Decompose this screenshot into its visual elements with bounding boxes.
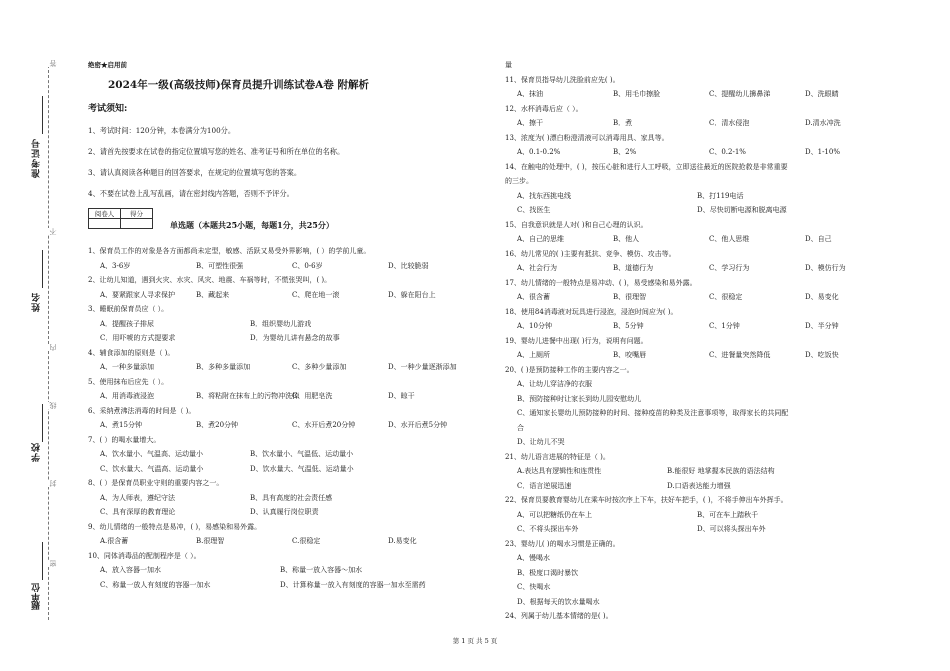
answer-option[interactable]: C、多种少量添加 [292,363,347,371]
option-row [505,290,925,305]
answer-option[interactable]: D、易变化 [805,293,839,301]
answer-option[interactable]: B、藏起来 [196,290,230,299]
answer-option[interactable]: B、可在车上踏秋千 [697,510,759,519]
answer-option[interactable]: A、放入容器一加水 [100,566,162,574]
seal-mark: 封 [49,480,57,487]
exam-number-line [42,96,43,134]
answer-option[interactable]: D、自己 [805,235,832,243]
question-text: 8、( ）是保育员职业守则的重要内容之一。 [88,479,224,487]
question-text: 21、幼儿语言进展的特征是（ )。 [505,452,610,461]
unit-label: 单位 [32,582,42,602]
option-row [505,261,925,276]
answer-option[interactable]: A、社会行为 [517,264,558,272]
answer-option[interactable]: B、打119电话 [697,191,744,200]
option-row [88,389,488,404]
seal-line [48,60,49,620]
option-row [505,464,925,479]
unit-line [42,542,43,580]
left-question-list [88,244,488,592]
answer-option[interactable]: D、模仿行为 [805,264,846,272]
option-row [88,331,488,346]
answer-option[interactable]: B、称量一放入容器～加水 [280,566,363,574]
notice-list [88,120,488,204]
answer-option[interactable]: C、水开后煮20分钟 [292,421,356,429]
question-text: 13、浓度为( )漂白粉澄清液可以消毒用具、家具等。 [505,133,669,142]
question-text: 3、睡眠前保育员应（ ）。 [88,305,169,313]
option-row [505,203,925,218]
answer-option[interactable]: B、煮20分钟 [196,421,239,429]
answer-option[interactable]: B、极度口渴时暴饮 [517,568,579,577]
score-cell[interactable] [121,219,153,229]
answer-option[interactable]: D、一种少量逐渐添加 [388,363,457,371]
answer-option[interactable]: D、让幼儿不哭 [517,438,565,446]
answer-option[interactable]: C、学习行为 [709,264,750,272]
answer-option[interactable]: A．提醒孩子排尿 [100,319,155,328]
answer-option[interactable]: D、1-10% [805,148,840,156]
question-text: 11、保育员指导幼儿洗脸前应先( )。 [505,75,620,84]
answer-option[interactable]: A、为人师表，遵纪守法 [100,493,176,502]
notice-item: 1、考试时间：120分钟，本卷满分为100分。 [88,126,236,135]
answer-option[interactable]: C、提醒幼儿擤鼻涕 [709,90,771,98]
exam-number-label: 准考证号 [32,138,42,178]
answer-option[interactable]: A、用消毒液浸泡 [100,392,155,400]
question-text: 14、在触电的处理中，( )，按压心脏和进行人工呼吸，立即送往最近的医院抢救是非常重要 [505,162,788,171]
question-text: 2、让幼儿知道，遇到火灾、水灾、风灾、地震、车祸等时，不慌张哭叫，( )。 [88,276,332,284]
answer-option[interactable]: D、根据每天的饮水量喝水 [517,597,600,606]
answer-option[interactable]: C．语言逆展迅速 [517,481,572,490]
page-footer: 第 1 页 共 5 页 [452,637,498,645]
option-row [88,563,488,578]
question-text: 12、水杯消毒后应（ ）。 [505,104,583,113]
answer-option[interactable]: D．为婴幼儿讲有悬念的故事 [250,334,340,342]
answer-option[interactable]: D、可以将头探出车外 [697,525,766,533]
seal-mark: 密 [49,560,57,567]
notice-item: 4、不要在试卷上乱写乱画，请在密封线内答题，否则不予评分。 [88,189,294,198]
question-text: 22、保育员要教育婴幼儿在乘车时按次序上下车，扶好车把手，( )，不将手伸出车外挥手。 [505,496,788,504]
answer-option[interactable]: A、上厕所 [517,351,551,359]
option-row [505,116,925,131]
answer-option[interactable]: C、通知家长婴幼儿预防接种的时间、接种疫苗的种类及注意事项等，取得家长的共同配 [517,409,789,417]
option-row [88,360,488,375]
answer-option[interactable]: A.很含蓄 [100,537,129,545]
answer-option[interactable]: D、比较脆弱 [388,261,429,270]
answer-option[interactable]: B、用毛巾擦脸 [613,90,661,98]
answer-option[interactable]: B、5分钟 [613,322,644,330]
question-text: 1、保育员工作的对象是各方面都尚未定型，敏感、活跃又易受外界影响，( ）的学前儿童。 [88,247,371,255]
answer-option[interactable]: D、计算称量一放入有刻度的容器一加水至需药 [280,580,426,589]
answer-option[interactable]: B、咬嘴唇 [613,351,647,359]
option-row [88,491,488,506]
answer-option[interactable]: A、可以把糖纸仍在车上 [517,510,593,519]
answer-option[interactable]: C、找医生 [517,206,551,214]
option-row [505,87,925,102]
question-label: 题 [32,600,42,610]
answer-option[interactable]: A.表达具有逻辑性和连贯性 [517,467,602,475]
answer-option[interactable]: D、吃饭快 [805,351,839,359]
answer-option[interactable]: D、饮水量大、气温低、运动量小 [250,464,354,473]
name-label: 姓名 [32,292,42,312]
question-text: 16、幼儿常见的( )主要有抵抗、竞争、模仿、攻击等。 [505,249,676,258]
option-row [88,505,488,520]
option-row [88,259,488,274]
answer-option[interactable]: A、抹油 [517,90,544,98]
answer-option[interactable]: B、多种多量添加 [196,363,251,371]
question-text: 17、幼儿情绪的一般特点是易冲动、( )，易受感染和易外露。 [505,278,697,287]
notice-heading: 考试须知: [88,104,128,114]
binding-margin [28,60,68,620]
answer-option[interactable]: C、1分钟 [709,322,740,330]
question-text: 15、自我意识就是人对( )和自己心理的认识。 [505,220,648,229]
seal-mark: 不 [49,228,57,235]
option-row [505,479,925,494]
question-text: 10、同体消毒品的配制程序是（ ）。 [88,551,201,560]
answer-option[interactable]: A、让幼儿穿洁净的衣服 [517,380,593,388]
answer-option[interactable]: A、10分钟 [517,322,552,330]
score-header: 得分 [121,209,153,219]
question-text: 19、婴幼儿进餐中出现( )行为，说明有问题。 [505,336,648,345]
question-text: 5、使用抹布后应先（ ）。 [88,377,169,386]
answer-option[interactable]: D、晾干 [388,392,415,400]
answer-option[interactable]: A、找东西挑电线 [517,191,572,200]
option-row [88,418,488,433]
answer-option[interactable]: A、擦干 [517,119,544,127]
option-row [505,522,925,537]
answer-option[interactable]: C、用肥皂洗 [292,392,333,400]
score-row [88,206,488,236]
left-column [88,60,488,592]
answer-option[interactable]: A、饮水量小、气温高、运动量小 [100,450,204,458]
answer-option[interactable]: C、他人思维 [709,235,750,243]
answer-option[interactable]: B、道德行为 [613,264,654,272]
answer-option[interactable]: C、爬在地一滚 [292,290,340,299]
answer-option[interactable]: C、进餐量突然降低 [709,351,771,359]
answer-option[interactable]: B、很理智 [613,293,647,301]
answer-option[interactable]: B、饮水量小、气温低、运动量小 [250,450,354,458]
answer-option[interactable]: C、0.2-1% [709,148,746,156]
answer-option[interactable]: A、慢喝水 [517,554,551,562]
answer-option[interactable]: C、很稳定 [709,293,743,301]
answer-option[interactable]: C、不将头探出车外 [517,525,579,533]
school-line [42,404,43,442]
answer-option[interactable]: B、将粘附在抹布上的污物冲洗掉 [196,392,300,400]
seal-mark: 内 [49,344,57,351]
answer-option[interactable]: C、0-6岁 [292,261,323,270]
option-row [88,317,488,332]
notice-item: 2、请首先按要求在试卷的指定位置填写您的姓名、准考证号和所在单位的名称。 [88,147,345,156]
grader-cell[interactable] [89,219,121,229]
answer-option[interactable]: D、躲在阳台上 [388,290,436,299]
option-row [505,508,925,523]
answer-option[interactable]: A、煮15分钟 [100,421,142,429]
question-text: 18、使用84消毒液对玩具进行浸泡，浸泡时间应为( )。 [505,307,678,316]
option-row [88,534,488,549]
name-line [42,250,43,288]
question-text: 20、( )是预防接种工作的主要内容之一。 [505,365,634,374]
answer-option[interactable]: C．用吓唬的方式提要求 [100,334,176,342]
question-text: 23、婴幼儿( )的喝水习惯是正确的。 [505,539,620,548]
answer-option[interactable]: A、3-6岁 [100,261,131,270]
answer-option[interactable]: A、自己的思维 [517,235,565,243]
answer-option[interactable]: D、认真履行岗位职责 [250,508,319,516]
answer-option[interactable]: B.能很好 地掌握本民族的语法结构 [667,467,775,475]
right-question-list [505,58,925,624]
seal-mark: 答 [49,60,57,67]
option-row [88,288,488,303]
option-row [88,447,488,462]
answer-option[interactable]: B.很理智 [196,537,225,545]
answer-option[interactable]: D、半分钟 [805,322,839,330]
notice-item: 3、请认真阅读各种题目的回答要求，在规定的位置填写您的答案。 [88,168,302,177]
answer-option[interactable]: D.口语表达能力增强 [667,481,731,490]
answer-option[interactable]: B．煮 [613,119,633,127]
answer-option[interactable]: D、水开后煮5分钟 [388,421,448,429]
answer-option[interactable]: B、他人 [613,235,640,243]
option-row [505,232,925,247]
answer-option[interactable]: A、要紧跟家人寻求保护 [100,290,176,299]
question-text: 的三步。 [505,177,533,185]
answer-option[interactable]: C、快喝水 [517,583,551,591]
grader-header: 阅卷人 [89,209,121,219]
answer-option[interactable]: C．清水侵泡 [709,119,750,127]
answer-option[interactable]: D、洗眼睛 [805,90,839,98]
answer-option[interactable]: B、可塑性很强 [196,261,244,270]
answer-option[interactable]: B、具有高度的社会责任感 [250,493,333,502]
answer-option[interactable]: 合 [517,423,524,432]
option-row [88,578,488,593]
question-text: 24、列属于幼儿基本情绪的是( )。 [505,612,613,620]
answer-option[interactable]: A、很含蓄 [517,293,551,301]
seal-mark: 线 [49,402,57,409]
answer-option[interactable]: C、饮水量大、气温高、运动量小 [100,464,204,473]
answer-option[interactable]: C、称量一放人有刻度的容器一加水 [100,580,211,589]
answer-option[interactable]: D、尽快切断电源和脱离电源 [697,206,787,214]
option-row [88,462,488,477]
section-heading: 单选题（本题共25小题，每题1分，共25分） [170,220,334,230]
secret-mark: 绝密★启用前 [88,61,127,69]
option-row [505,189,925,204]
answer-option[interactable]: D.清水冲洗 [805,119,841,127]
answer-option[interactable]: D.易变化 [388,537,417,545]
option-row [505,145,925,160]
answer-option[interactable]: C、具有深厚的教育理论 [100,508,176,516]
answer-option[interactable]: C.很稳定 [292,537,321,545]
option-row [505,319,925,334]
question-text: 7、( ）的喝水量增大。 [88,435,161,444]
answer-option[interactable]: A、0.1-0.2% [517,148,561,156]
page-title: 2024年一级(高级技师)保育员提升训练试卷A卷 附解析 [108,79,369,91]
answer-option[interactable]: B．组织婴幼儿游戏 [250,319,312,328]
answer-option[interactable]: A、一种多量添加 [100,363,155,371]
option-row [505,348,925,363]
score-table [88,208,153,229]
answer-option[interactable]: B、2% [613,148,637,156]
question-text: 6、采纳煮沸法消毒的时间是（ )。 [88,406,196,415]
answer-option[interactable]: B、预防接种时让家长到幼儿园安慰幼儿 [517,394,642,403]
question-text: 4、辅食添加的原则是（ )。 [88,348,175,357]
school-label: 学校 [32,442,42,462]
question-text: 9、幼儿情绪的一般特点是易冲，( )，易感染和易外露。 [88,522,262,531]
right-column [505,58,925,624]
question-text: 量 [505,61,512,69]
